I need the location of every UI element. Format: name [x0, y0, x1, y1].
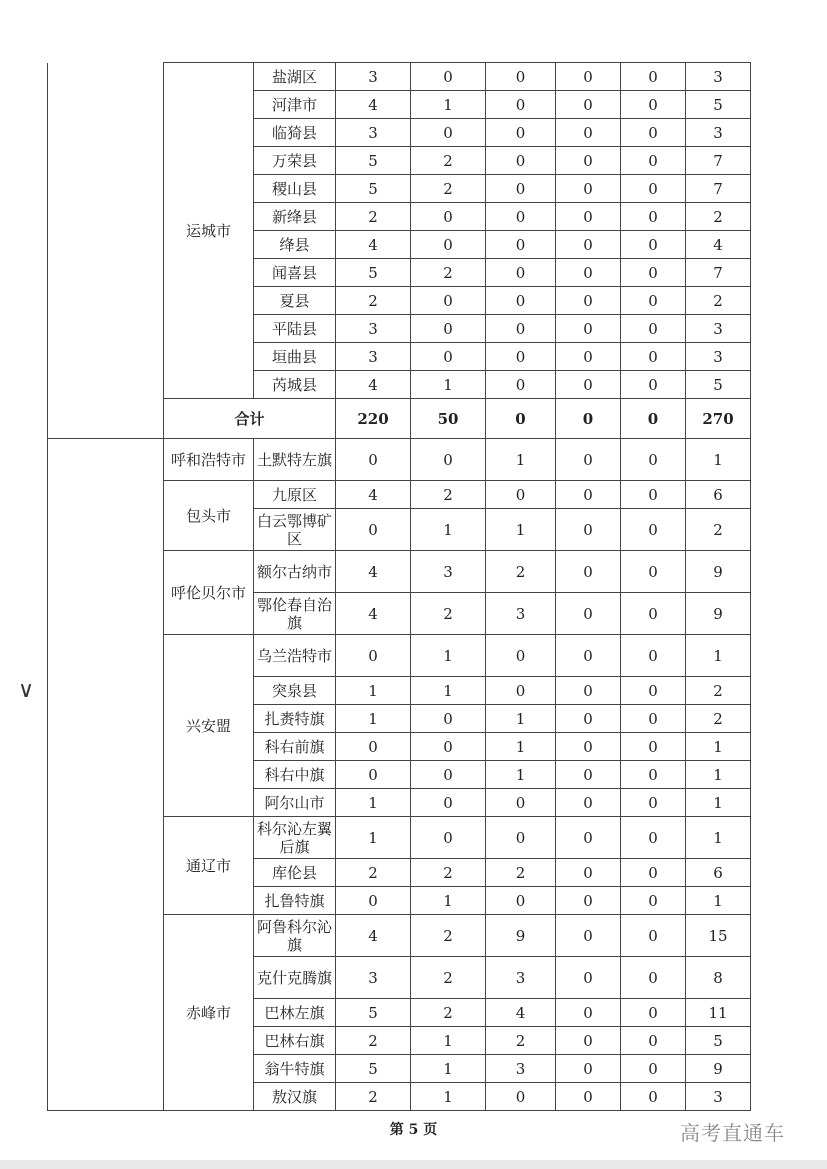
total-value-cell: 0 — [556, 399, 621, 439]
value-cell: 4 — [486, 999, 556, 1027]
value-cell: 1 — [486, 761, 556, 789]
value-cell: 0 — [556, 593, 621, 635]
value-cell: 0 — [556, 999, 621, 1027]
value-cell: 1 — [411, 371, 486, 399]
value-cell: 5 — [336, 175, 411, 203]
value-cell: 1 — [686, 635, 751, 677]
city-cell: 通辽市 — [164, 817, 254, 915]
county-cell: 科尔沁左翼后旗 — [254, 817, 336, 859]
value-cell: 0 — [411, 203, 486, 231]
province-cell — [48, 439, 164, 1111]
county-cell: 新绛县 — [254, 203, 336, 231]
value-cell: 0 — [336, 733, 411, 761]
value-cell: 0 — [411, 119, 486, 147]
value-cell: 0 — [411, 705, 486, 733]
value-cell: 0 — [556, 343, 621, 371]
value-cell: 1 — [411, 635, 486, 677]
value-cell: 0 — [556, 371, 621, 399]
county-cell: 闻喜县 — [254, 259, 336, 287]
value-cell: 1 — [486, 509, 556, 551]
value-cell: 0 — [556, 635, 621, 677]
value-cell: 0 — [336, 635, 411, 677]
value-cell: 1 — [686, 439, 751, 481]
county-cell: 巴林右旗 — [254, 1027, 336, 1055]
county-cell: 夏县 — [254, 287, 336, 315]
value-cell: 1 — [686, 761, 751, 789]
value-cell: 9 — [686, 593, 751, 635]
value-cell: 1 — [686, 817, 751, 859]
value-cell: 0 — [621, 481, 686, 509]
total-value-cell: 220 — [336, 399, 411, 439]
value-cell: 0 — [621, 1083, 686, 1111]
value-cell: 0 — [621, 315, 686, 343]
county-cell: 绛县 — [254, 231, 336, 259]
value-cell: 5 — [336, 147, 411, 175]
value-cell: 3 — [686, 315, 751, 343]
value-cell: 0 — [556, 887, 621, 915]
value-cell: 0 — [486, 147, 556, 175]
value-cell: 1 — [336, 677, 411, 705]
value-cell: 1 — [486, 705, 556, 733]
value-cell: 0 — [621, 677, 686, 705]
county-cell: 科右前旗 — [254, 733, 336, 761]
value-cell: 0 — [486, 789, 556, 817]
value-cell: 1 — [686, 789, 751, 817]
value-cell: 2 — [336, 1083, 411, 1111]
value-cell: 0 — [486, 287, 556, 315]
value-cell: 0 — [556, 1055, 621, 1083]
value-cell: 0 — [556, 147, 621, 175]
value-cell: 5 — [336, 259, 411, 287]
value-cell: 0 — [411, 287, 486, 315]
value-cell: 1 — [411, 887, 486, 915]
value-cell: 4 — [336, 551, 411, 593]
value-cell: 2 — [686, 509, 751, 551]
value-cell: 0 — [336, 439, 411, 481]
value-cell: 0 — [411, 439, 486, 481]
value-cell: 3 — [336, 315, 411, 343]
value-cell: 15 — [686, 915, 751, 957]
value-cell: 0 — [621, 551, 686, 593]
value-cell: 0 — [411, 315, 486, 343]
value-cell: 2 — [336, 203, 411, 231]
city-cell: 呼伦贝尔市 — [164, 551, 254, 635]
county-cell: 阿鲁科尔沁旗 — [254, 915, 336, 957]
value-cell: 0 — [486, 259, 556, 287]
value-cell: 3 — [411, 551, 486, 593]
total-value-cell: 270 — [686, 399, 751, 439]
value-cell: 0 — [621, 287, 686, 315]
value-cell: 0 — [621, 147, 686, 175]
city-cell: 包头市 — [164, 481, 254, 551]
value-cell: 2 — [411, 481, 486, 509]
value-cell: 0 — [336, 509, 411, 551]
value-cell: 0 — [336, 887, 411, 915]
value-cell: 0 — [556, 551, 621, 593]
value-cell: 0 — [486, 231, 556, 259]
value-cell: 0 — [621, 887, 686, 915]
value-cell: 0 — [556, 789, 621, 817]
value-cell: 0 — [486, 203, 556, 231]
value-cell: 3 — [686, 119, 751, 147]
value-cell: 9 — [486, 915, 556, 957]
value-cell: 1 — [336, 817, 411, 859]
value-cell: 0 — [621, 789, 686, 817]
value-cell: 0 — [556, 175, 621, 203]
value-cell: 2 — [486, 551, 556, 593]
county-cell: 万荣县 — [254, 147, 336, 175]
value-cell: 2 — [336, 859, 411, 887]
value-cell: 1 — [411, 1083, 486, 1111]
value-cell: 0 — [621, 119, 686, 147]
value-cell: 0 — [486, 1083, 556, 1111]
county-cell: 垣曲县 — [254, 343, 336, 371]
county-cell: 芮城县 — [254, 371, 336, 399]
value-cell: 0 — [621, 1055, 686, 1083]
value-cell: 0 — [621, 175, 686, 203]
value-cell: 3 — [336, 343, 411, 371]
value-cell: 11 — [686, 999, 751, 1027]
value-cell: 0 — [486, 481, 556, 509]
city-cell: 运城市 — [164, 63, 254, 399]
value-cell: 2 — [411, 147, 486, 175]
city-cell: 兴安盟 — [164, 635, 254, 817]
value-cell: 0 — [486, 63, 556, 91]
value-cell: 0 — [621, 91, 686, 119]
value-cell: 1 — [486, 439, 556, 481]
value-cell: 1 — [411, 91, 486, 119]
value-cell: 1 — [686, 733, 751, 761]
county-cell: 敖汉旗 — [254, 1083, 336, 1111]
value-cell: 0 — [621, 371, 686, 399]
value-cell: 5 — [336, 999, 411, 1027]
value-cell: 4 — [686, 231, 751, 259]
county-cell: 阿尔山市 — [254, 789, 336, 817]
county-cell: 额尔古纳市 — [254, 551, 336, 593]
value-cell: 0 — [486, 635, 556, 677]
value-cell: 2 — [686, 677, 751, 705]
value-cell: 3 — [336, 119, 411, 147]
value-cell: 0 — [556, 733, 621, 761]
value-cell: 0 — [556, 203, 621, 231]
value-cell: 0 — [411, 231, 486, 259]
value-cell: 2 — [486, 859, 556, 887]
value-cell: 0 — [556, 91, 621, 119]
value-cell: 2 — [411, 593, 486, 635]
margin-check-mark: ∨ — [18, 678, 35, 703]
value-cell: 0 — [556, 231, 621, 259]
value-cell: 5 — [336, 1055, 411, 1083]
county-cell: 盐湖区 — [254, 63, 336, 91]
total-value-cell: 0 — [486, 399, 556, 439]
value-cell: 2 — [411, 259, 486, 287]
value-cell: 7 — [686, 175, 751, 203]
value-cell: 0 — [556, 63, 621, 91]
value-cell: 0 — [411, 343, 486, 371]
value-cell: 0 — [411, 817, 486, 859]
province-cell — [48, 63, 164, 439]
value-cell: 0 — [621, 705, 686, 733]
value-cell: 2 — [411, 175, 486, 203]
total-label: 合计 — [164, 399, 336, 439]
value-cell: 0 — [621, 203, 686, 231]
value-cell: 0 — [556, 509, 621, 551]
value-cell: 7 — [686, 147, 751, 175]
value-cell: 0 — [556, 1083, 621, 1111]
county-cell: 白云鄂博矿区 — [254, 509, 336, 551]
value-cell: 2 — [411, 957, 486, 999]
value-cell: 5 — [686, 371, 751, 399]
value-cell: 0 — [486, 119, 556, 147]
county-cell: 库伦县 — [254, 859, 336, 887]
value-cell: 0 — [621, 1027, 686, 1055]
value-cell: 0 — [556, 705, 621, 733]
value-cell: 0 — [486, 175, 556, 203]
value-cell: 2 — [486, 1027, 556, 1055]
county-cell: 突泉县 — [254, 677, 336, 705]
value-cell: 4 — [336, 593, 411, 635]
value-cell: 3 — [686, 343, 751, 371]
value-cell: 0 — [556, 259, 621, 287]
value-cell: 8 — [686, 957, 751, 999]
value-cell: 0 — [621, 859, 686, 887]
value-cell: 1 — [486, 733, 556, 761]
value-cell: 3 — [336, 63, 411, 91]
value-cell: 0 — [621, 817, 686, 859]
value-cell: 9 — [686, 551, 751, 593]
value-cell: 3 — [336, 957, 411, 999]
value-cell: 0 — [621, 957, 686, 999]
county-cell: 临猗县 — [254, 119, 336, 147]
value-cell: 0 — [411, 733, 486, 761]
value-cell: 0 — [411, 63, 486, 91]
value-cell: 2 — [411, 915, 486, 957]
county-cell: 扎赉特旗 — [254, 705, 336, 733]
value-cell: 5 — [686, 91, 751, 119]
county-cell: 鄂伦春自治旗 — [254, 593, 336, 635]
value-cell: 1 — [411, 677, 486, 705]
county-cell: 巴林左旗 — [254, 999, 336, 1027]
value-cell: 0 — [556, 761, 621, 789]
value-cell: 3 — [486, 1055, 556, 1083]
value-cell: 0 — [411, 761, 486, 789]
quota-table — [47, 62, 751, 1111]
value-cell: 0 — [486, 315, 556, 343]
value-cell: 5 — [686, 1027, 751, 1055]
value-cell: 1 — [411, 1027, 486, 1055]
value-cell: 0 — [621, 761, 686, 789]
value-cell: 0 — [621, 635, 686, 677]
value-cell: 0 — [486, 817, 556, 859]
value-cell: 0 — [486, 343, 556, 371]
value-cell: 1 — [336, 705, 411, 733]
value-cell: 1 — [411, 509, 486, 551]
watermark: 高考直通车 — [680, 1121, 785, 1145]
value-cell: 2 — [336, 287, 411, 315]
value-cell: 0 — [621, 231, 686, 259]
value-cell: 7 — [686, 259, 751, 287]
table-row — [48, 439, 751, 481]
value-cell: 0 — [556, 1027, 621, 1055]
value-cell: 0 — [556, 439, 621, 481]
county-cell: 土默特左旗 — [254, 439, 336, 481]
value-cell: 2 — [411, 859, 486, 887]
value-cell: 0 — [556, 119, 621, 147]
county-cell: 克什克腾旗 — [254, 957, 336, 999]
county-cell: 翁牛特旗 — [254, 1055, 336, 1083]
value-cell: 1 — [411, 1055, 486, 1083]
value-cell: 0 — [486, 677, 556, 705]
county-cell: 科右中旗 — [254, 761, 336, 789]
value-cell: 0 — [621, 343, 686, 371]
value-cell: 2 — [336, 1027, 411, 1055]
value-cell: 0 — [621, 593, 686, 635]
value-cell: 0 — [556, 677, 621, 705]
value-cell: 4 — [336, 371, 411, 399]
county-cell: 稷山县 — [254, 175, 336, 203]
value-cell: 3 — [686, 1083, 751, 1111]
value-cell: 4 — [336, 915, 411, 957]
value-cell: 4 — [336, 231, 411, 259]
value-cell: 1 — [686, 887, 751, 915]
value-cell: 0 — [621, 733, 686, 761]
value-cell: 0 — [556, 315, 621, 343]
scan-edge — [0, 1160, 827, 1169]
county-cell: 九原区 — [254, 481, 336, 509]
value-cell: 0 — [486, 371, 556, 399]
value-cell: 4 — [336, 481, 411, 509]
value-cell: 0 — [556, 287, 621, 315]
value-cell: 0 — [621, 509, 686, 551]
county-cell: 扎鲁特旗 — [254, 887, 336, 915]
value-cell: 0 — [556, 957, 621, 999]
value-cell: 0 — [621, 915, 686, 957]
value-cell: 4 — [336, 91, 411, 119]
value-cell: 3 — [486, 593, 556, 635]
county-cell: 河津市 — [254, 91, 336, 119]
value-cell: 2 — [686, 287, 751, 315]
value-cell: 0 — [621, 259, 686, 287]
county-cell: 乌兰浩特市 — [254, 635, 336, 677]
value-cell: 0 — [556, 915, 621, 957]
value-cell: 2 — [686, 705, 751, 733]
total-value-cell: 50 — [411, 399, 486, 439]
value-cell: 3 — [686, 63, 751, 91]
value-cell: 2 — [411, 999, 486, 1027]
value-cell: 6 — [686, 481, 751, 509]
value-cell: 0 — [621, 999, 686, 1027]
value-cell: 0 — [486, 91, 556, 119]
value-cell: 6 — [686, 859, 751, 887]
value-cell: 0 — [486, 887, 556, 915]
value-cell: 2 — [686, 203, 751, 231]
city-cell: 呼和浩特市 — [164, 439, 254, 481]
value-cell: 1 — [336, 789, 411, 817]
value-cell: 0 — [411, 789, 486, 817]
table-row — [48, 63, 751, 91]
total-value-cell: 0 — [621, 399, 686, 439]
value-cell: 9 — [686, 1055, 751, 1083]
city-cell: 赤峰市 — [164, 915, 254, 1111]
value-cell: 0 — [556, 481, 621, 509]
value-cell: 0 — [556, 817, 621, 859]
county-cell: 平陆县 — [254, 315, 336, 343]
page-number: 第 5 页 — [389, 1122, 438, 1138]
value-cell: 0 — [621, 63, 686, 91]
value-cell: 3 — [486, 957, 556, 999]
value-cell: 0 — [336, 761, 411, 789]
value-cell: 0 — [621, 439, 686, 481]
value-cell: 0 — [556, 859, 621, 887]
